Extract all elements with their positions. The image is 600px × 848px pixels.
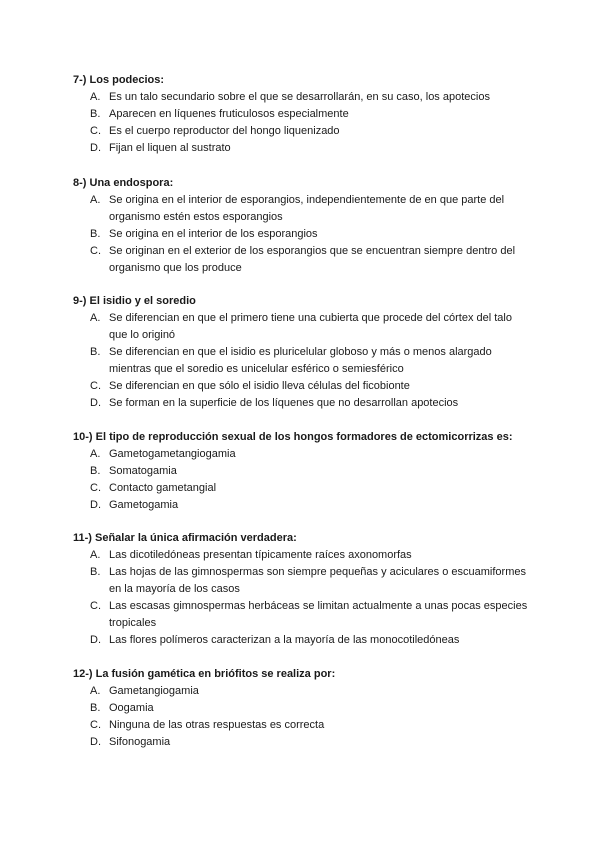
option-letter: C. — [90, 245, 101, 257]
option-letter: D. — [90, 499, 101, 511]
option-text: Se forman en la superficie de los líquenes que no desarrollan apotecios — [109, 397, 459, 409]
option-a — [73, 89, 533, 106]
option-text: Ninguna de las otras respuestas es correcta — [109, 719, 325, 731]
option-text: Es el cuerpo reproductor del hongo liquenizado — [109, 125, 340, 137]
option-letter: B. — [90, 346, 101, 358]
option-c — [73, 123, 533, 140]
question-title: 7-) Los podecios: — [73, 74, 165, 86]
option-a — [73, 446, 533, 463]
option-text: Aparecen en líquenes fruticulosos especialmente — [109, 108, 349, 120]
option-letter: C. — [90, 380, 101, 392]
question-9 — [73, 293, 533, 412]
option-text: Se origina en el interior de los esporangios — [109, 228, 318, 240]
option-letter: C. — [90, 125, 101, 137]
option-letter: A. — [90, 448, 101, 460]
option-letter: B. — [90, 465, 101, 477]
option-letter: A. — [90, 549, 101, 561]
option-text: Se diferencian en que el isidio es pluricelular globoso y más o menos alargado mientras que el soredio es unicelular esférico o semiesférico — [109, 346, 492, 375]
option-letter: C. — [90, 482, 101, 494]
option-letter: A. — [90, 91, 101, 103]
option-b — [73, 344, 533, 378]
option-a — [73, 547, 533, 564]
question-title: 9-) El isidio y el soredio — [73, 295, 196, 307]
question-title: 8-) Una endospora: — [73, 177, 174, 189]
option-list — [73, 310, 533, 412]
option-list — [73, 89, 533, 157]
option-b — [73, 564, 533, 598]
option-text: Somatogamia — [109, 465, 177, 477]
option-letter: A. — [90, 312, 101, 324]
question-title: 12-) La fusión gamética en briófitos se realiza por: — [73, 668, 336, 680]
option-b — [73, 226, 533, 243]
question-8 — [73, 175, 533, 277]
option-b — [73, 700, 533, 717]
option-a — [73, 192, 533, 226]
option-b — [73, 463, 533, 480]
option-text: Las escasas gimnospermas herbáceas se limitan actualmente a unas pocas especies tropicales — [109, 600, 528, 629]
option-text: Se diferencian en que sólo el isidio lleva células del ficobionte — [109, 380, 410, 392]
option-text: Se diferencian en que el primero tiene una cubierta que procede del córtex del talo que lo originó — [109, 312, 512, 341]
option-text: Las hojas de las gimnospermas son siempre pequeñas y aciculares o escuamiformes en la mayoría de los casos — [109, 566, 526, 595]
question-12 — [73, 666, 533, 751]
option-a — [73, 683, 533, 700]
option-letter: D. — [90, 142, 101, 154]
option-d — [73, 395, 533, 412]
option-text: Fijan el liquen al sustrato — [109, 142, 231, 154]
option-letter: B. — [90, 228, 101, 240]
option-text: Gametogametangiogamia — [109, 448, 236, 460]
option-letter: D. — [90, 397, 101, 409]
option-list — [73, 446, 533, 514]
option-d — [73, 497, 533, 514]
option-text: Es un talo secundario sobre el que se desarrollarán, en su caso, los apotecios — [109, 91, 490, 103]
option-letter: A. — [90, 194, 101, 206]
option-letter: B. — [90, 702, 101, 714]
option-letter: D. — [90, 736, 101, 748]
option-text: Se origina en el interior de esporangios, independientemente de en que parte del organismo estén estos esporangios — [109, 194, 505, 223]
option-list — [73, 683, 533, 751]
option-text: Contacto gametangial — [109, 482, 217, 494]
question-title: 11-) Señalar la única afirmación verdadera: — [73, 532, 297, 544]
option-letter: C. — [90, 600, 101, 612]
option-letter: C. — [90, 719, 101, 731]
option-text: Gametangiogamia — [109, 685, 199, 697]
option-letter: A. — [90, 685, 101, 697]
option-c — [73, 717, 533, 734]
option-c — [73, 480, 533, 497]
option-text: Oogamia — [109, 702, 154, 714]
question-title: 10-) El tipo de reproducción sexual de los hongos formadores de ectomicorrizas es: — [73, 431, 513, 443]
option-c — [73, 378, 533, 395]
option-text: Las dicotiledóneas presentan típicamente raíces axonomorfas — [109, 549, 412, 561]
question-7 — [73, 72, 533, 157]
option-letter: D. — [90, 634, 101, 646]
option-list — [73, 547, 533, 649]
question-11 — [73, 530, 533, 649]
option-d — [73, 140, 533, 157]
option-d — [73, 734, 533, 751]
option-d — [73, 632, 533, 649]
option-text: Las flores polímeros caracterizan a la mayoría de las monocotiledóneas — [109, 634, 460, 646]
option-c — [73, 243, 533, 277]
option-list — [73, 192, 533, 277]
option-a — [73, 310, 533, 344]
option-letter: B. — [90, 566, 101, 578]
question-10 — [73, 429, 533, 514]
option-text: Sifonogamia — [109, 736, 171, 748]
option-b — [73, 106, 533, 123]
option-letter: B. — [90, 108, 101, 120]
option-text: Gametogamia — [109, 499, 179, 511]
option-text: Se originan en el exterior de los esporangios que se encuentran siempre dentro del organismo que los produce — [109, 245, 516, 274]
option-c — [73, 598, 533, 632]
